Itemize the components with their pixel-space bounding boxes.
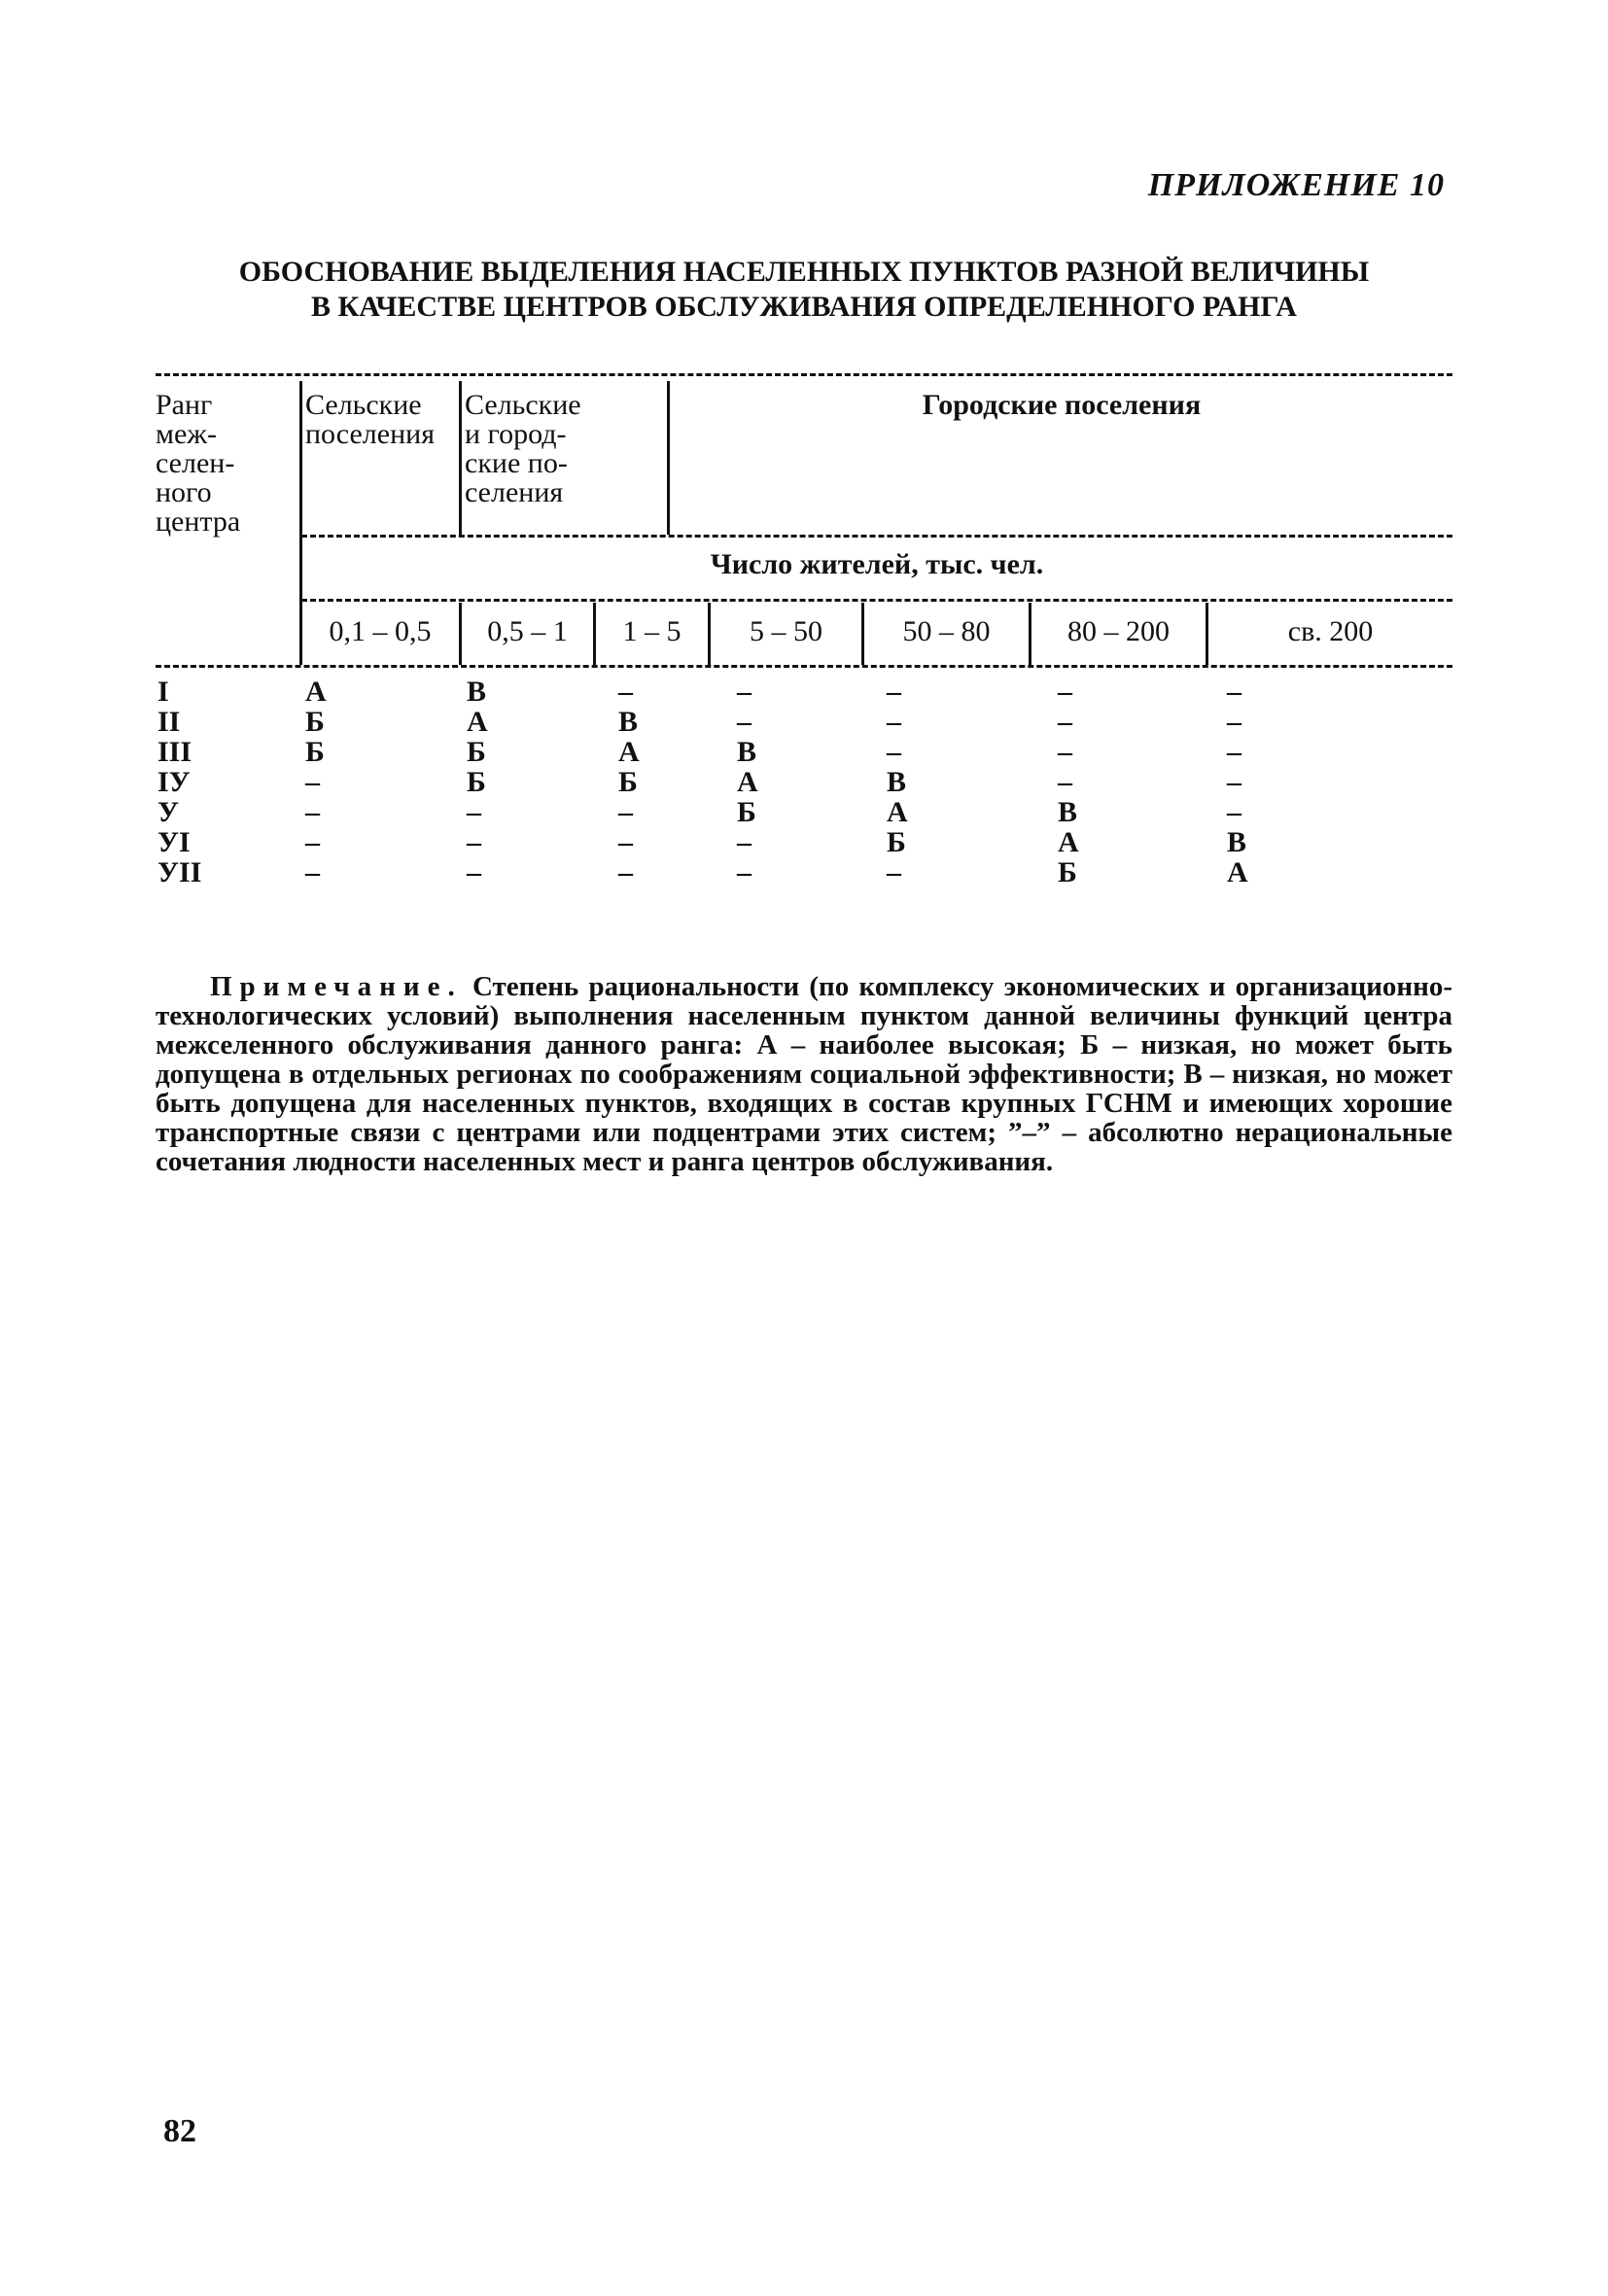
value-cell: – bbox=[1058, 706, 1072, 738]
title-line-1: ОБОСНОВАНИЕ ВЫДЕЛЕНИЯ НАСЕЛЕННЫХ ПУНКТОВ РАЗНОЙ ВЕЛИЧИНЫ bbox=[238, 256, 1370, 288]
table-rule-header-bottom bbox=[156, 665, 1452, 668]
value-cell: Б bbox=[305, 706, 325, 738]
value-cell: – bbox=[1227, 796, 1241, 828]
value-cell: Б bbox=[887, 826, 906, 858]
column-header: 1 – 5 bbox=[622, 615, 682, 647]
rank-cell: III bbox=[157, 736, 192, 768]
mixed-header-line: ские по- bbox=[465, 447, 568, 479]
value-cell: А bbox=[618, 736, 640, 768]
rural-header-line: Сельские bbox=[305, 389, 422, 421]
value-cell: – bbox=[737, 706, 752, 738]
table-vline-rural bbox=[459, 381, 462, 535]
rural-header-line: поселения bbox=[305, 418, 435, 450]
population-header: Число жителей, тыс. чел. bbox=[710, 548, 1044, 580]
rank-cell: IУ bbox=[157, 766, 191, 798]
value-cell: – bbox=[1227, 676, 1241, 708]
rank-header-line: селен- bbox=[156, 447, 235, 479]
appendix-label: ПРИЛОЖЕНИЕ 10 bbox=[1147, 167, 1445, 203]
column-header: 50 – 80 bbox=[902, 615, 991, 647]
rank-header-line: Ранг bbox=[156, 389, 213, 421]
value-cell: – bbox=[305, 796, 320, 828]
value-cell: А bbox=[467, 706, 488, 738]
value-cell: – bbox=[467, 856, 481, 888]
rank-header-line: ного bbox=[156, 476, 212, 508]
value-cell: – bbox=[1058, 766, 1072, 798]
table-rule-population bbox=[301, 599, 1452, 602]
value-cell: – bbox=[887, 676, 901, 708]
value-cell: А bbox=[1058, 826, 1079, 858]
value-cell: – bbox=[887, 706, 901, 738]
value-cell: Б bbox=[305, 736, 325, 768]
mixed-header-line: Сельские bbox=[465, 389, 581, 421]
column-header: 80 – 200 bbox=[1067, 615, 1170, 647]
column-header: 5 – 50 bbox=[750, 615, 822, 647]
value-cell: – bbox=[1227, 736, 1241, 768]
value-cell: – bbox=[467, 826, 481, 858]
value-cell: – bbox=[887, 736, 901, 768]
mixed-header-line: селения bbox=[465, 476, 564, 508]
column-header: 0,1 – 0,5 bbox=[329, 615, 432, 647]
value-cell: – bbox=[737, 826, 752, 858]
value-cell: – bbox=[618, 796, 633, 828]
page-number: 82 bbox=[163, 2113, 196, 2149]
value-cell: В bbox=[1058, 796, 1078, 828]
value-cell: – bbox=[618, 826, 633, 858]
title-line-2: В КАЧЕСТВЕ ЦЕНТРОВ ОБСЛУЖИВАНИЯ ОПРЕДЕЛЕННОГО РАНГА bbox=[311, 291, 1297, 323]
value-cell: – bbox=[1227, 766, 1241, 798]
value-cell: – bbox=[305, 856, 320, 888]
rank-table bbox=[156, 373, 1452, 918]
table-vline-mixed bbox=[667, 381, 670, 535]
table-rule-header-mid bbox=[301, 535, 1452, 538]
rank-cell: У bbox=[157, 796, 180, 828]
rank-cell: УI bbox=[157, 826, 191, 858]
value-cell: Б bbox=[467, 766, 486, 798]
rank-header-line: центра bbox=[156, 505, 241, 538]
value-cell: – bbox=[618, 856, 633, 888]
value-cell: – bbox=[737, 676, 752, 708]
value-cell: В bbox=[467, 676, 487, 708]
value-cell: В bbox=[887, 766, 907, 798]
document-title bbox=[156, 255, 1452, 325]
value-cell: – bbox=[1227, 706, 1241, 738]
value-cell: Б bbox=[737, 796, 756, 828]
value-cell: – bbox=[737, 856, 752, 888]
value-cell: А bbox=[1227, 856, 1248, 888]
value-cell: В bbox=[1227, 826, 1247, 858]
value-cell: Б bbox=[1058, 856, 1077, 888]
rank-cell: УII bbox=[157, 856, 202, 888]
value-cell: Б bbox=[467, 736, 486, 768]
rank-cell: I bbox=[157, 676, 169, 708]
table-note bbox=[156, 972, 1452, 1176]
rural-header bbox=[305, 391, 435, 449]
value-cell: Б bbox=[618, 766, 638, 798]
value-cell: – bbox=[305, 826, 320, 858]
value-cell: – bbox=[887, 856, 901, 888]
rank-cell: II bbox=[157, 706, 181, 738]
column-header: св. 200 bbox=[1287, 615, 1374, 647]
note-label: Примечание. bbox=[210, 971, 463, 1002]
table-rule-top bbox=[156, 373, 1452, 376]
value-cell: – bbox=[618, 676, 633, 708]
value-cell: – bbox=[1058, 676, 1072, 708]
note-paragraph bbox=[156, 972, 1452, 1176]
rank-header bbox=[156, 391, 240, 537]
value-cell: В bbox=[618, 706, 639, 738]
value-cell: – bbox=[305, 766, 320, 798]
note-text: Степень рациональности (по комплексу экономических и организационно-технологических условий) выполнения населенным пунктом данной величины функций центра межселенного обслуживания данного ранга: А – наиболее высокая; Б – низкая, но может быть допущена в отдельных регионах по соображениям социальной эффективности; В – низкая, но может быть допущена для населенных пунктов, входящих в состав крупных ГСНМ и имеющих хорошие транспортные связи с центрами или подцентрами этих систем; ”–” – абсолютно нерациональные сочетания людности населенных мест и ранга центров обслуживания. bbox=[156, 971, 1453, 1177]
mixed-header-line: и город- bbox=[465, 418, 567, 450]
column-header: 0,5 – 1 bbox=[487, 615, 568, 647]
value-cell: А bbox=[737, 766, 758, 798]
value-cell: А bbox=[305, 676, 327, 708]
urban-header: Городские поселения bbox=[922, 389, 1202, 421]
value-cell: В bbox=[737, 736, 757, 768]
mixed-header bbox=[465, 391, 581, 507]
value-cell: А bbox=[887, 796, 908, 828]
rank-header-line: меж- bbox=[156, 418, 218, 450]
value-cell: – bbox=[1058, 736, 1072, 768]
value-cell: – bbox=[467, 796, 481, 828]
